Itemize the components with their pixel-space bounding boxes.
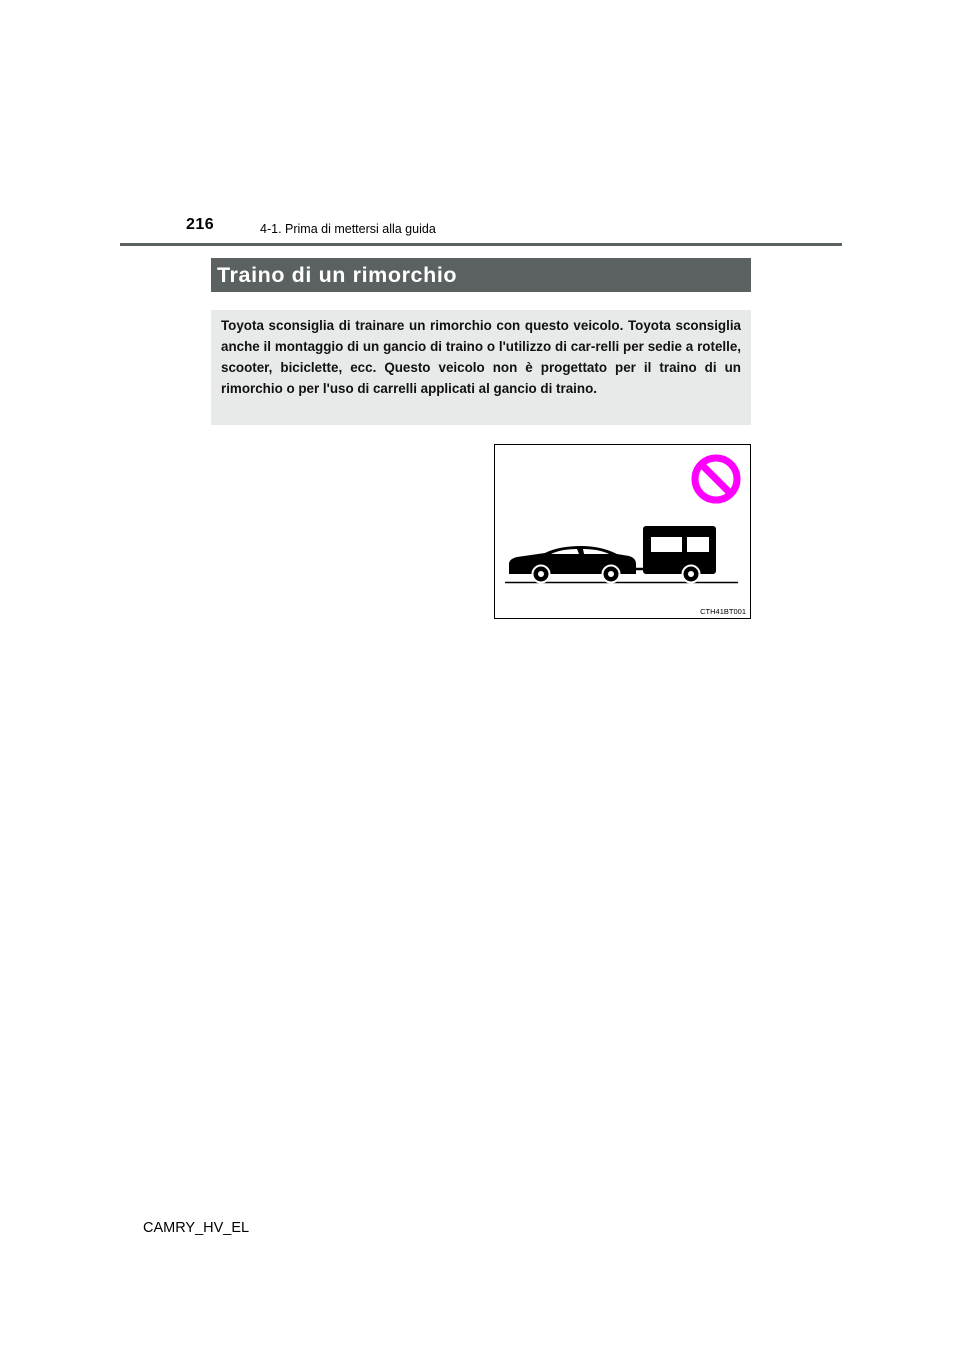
- towing-illustration: [494, 444, 751, 619]
- header-divider: [120, 243, 842, 246]
- section-title: Traino di un rimorchio: [211, 258, 751, 292]
- intro-box: [211, 310, 751, 425]
- trailer-icon: [643, 526, 716, 583]
- page-number: 216: [186, 216, 215, 233]
- intro-text: Toyota sconsiglia di trainare un rimorchio con questo veicolo. Toyota sconsiglia anche il montaggio di un gancio di traino o l'utilizzo di car-relli per sedie a rotelle, scooter, biciclette, ecc. Questo veicolo non è progettato per il traino di un rimorchio o per l'uso di carrelli applicati al gancio di traino.: [221, 318, 741, 396]
- figure-code: CTH41BT001: [700, 607, 746, 616]
- prohibition-icon: [695, 458, 737, 500]
- footer-doc-code: CAMRY_HV_EL: [143, 1220, 250, 1236]
- section-breadcrumb: 4-1. Prima di mettersi alla guida: [260, 222, 436, 236]
- illustration-svg: [495, 445, 750, 618]
- car-icon: [509, 546, 636, 583]
